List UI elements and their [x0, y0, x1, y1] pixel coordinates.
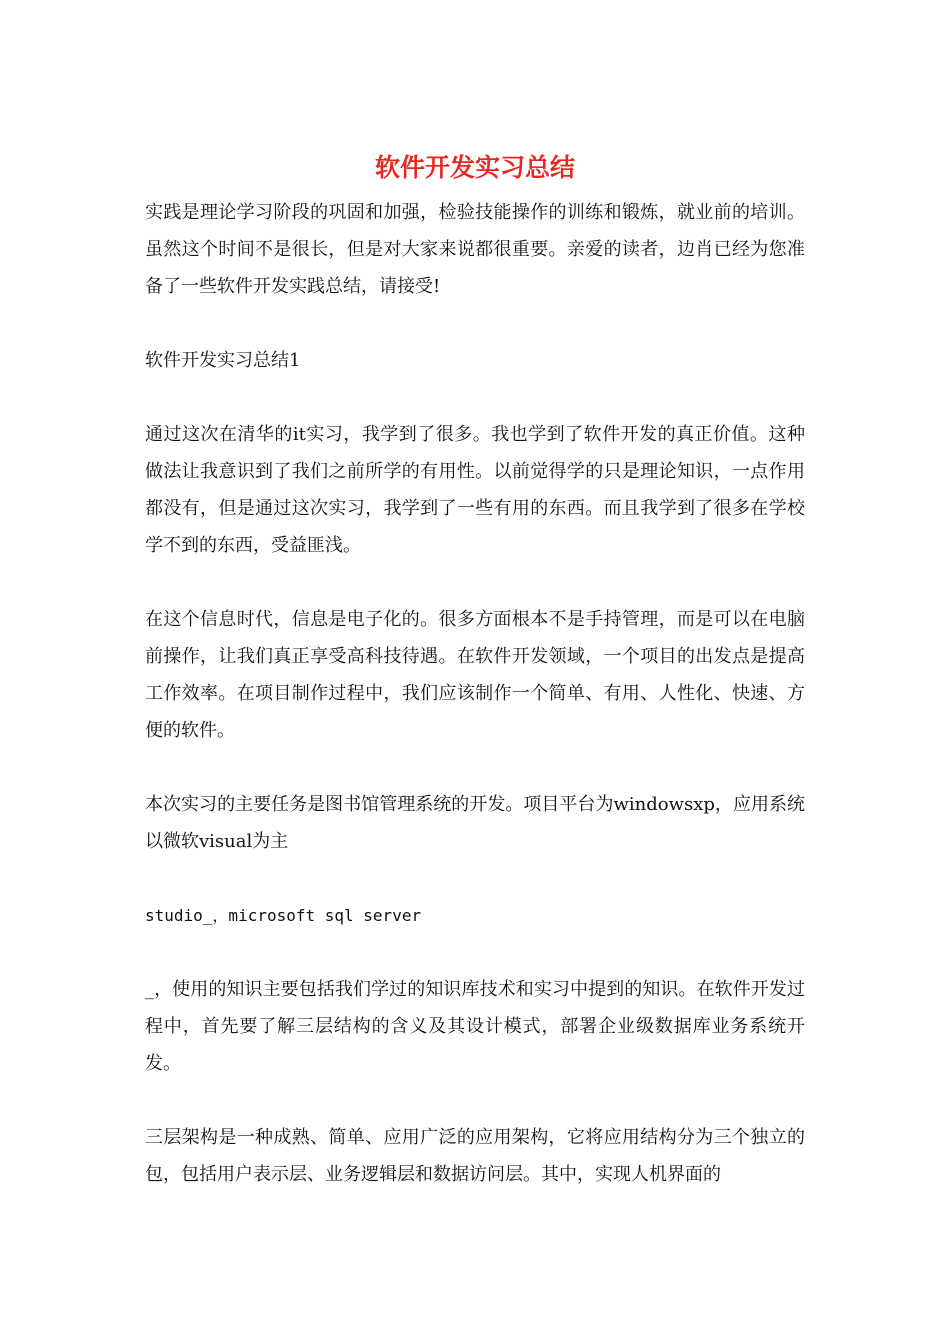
body-paragraph: 在这个信息时代，信息是电子化的。很多方面根本不是手持管理，而是可以在电脑前操作，让我们真正享受高科技待遇。在软件开发领域，一个项目的出发点是提高工作效率。在项目制作过程中，我们应该制作一个简单、有用、人性化、快速、方便的软件。 [145, 609, 805, 741]
body-paragraph: 通过这次在清华的it实习，我学到了很多。我也学到了软件开发的真正价值。这种做法让我意识到了我们之前所学的有用性。以前觉得学的只是理论知识，一点作用都没有，但是通过这次实习，我学到了一些有用的东西。而且我学到了很多在学校学不到的东西，受益匪浅。 [145, 424, 805, 556]
body-paragraph: 本次实习的主要任务是图书馆管理系统的开发。项目平台为windowsxp，应用系统以微软visual为主 [145, 794, 805, 852]
intro-paragraph: 实践是理论学习阶段的巩固和加强，检验技能操作的训练和锻炼，就业前的培训。虽然这个时间不是很长，但是对大家来说都很重要。亲爱的读者，边肖已经为您准备了一些软件开发实践总结，请接受! [145, 202, 805, 297]
body-paragraph-code: studio_，microsoft sql server [145, 906, 422, 925]
document-body [145, 194, 805, 1230]
section-heading: 软件开发实习总结1 [145, 350, 301, 371]
body-paragraph: _，使用的知识主要包括我们学过的知识库技术和实习中提到的知识。在软件开发过程中，首先要了解三层结构的含义及其设计模式，部署企业级数据库业务系统开发。 [145, 979, 805, 1074]
body-paragraph: 三层架构是一种成熟、简单、应用广泛的应用架构，它将应用结构分为三个独立的包，包括用户表示层、业务逻辑层和数据访问层。其中，实现人机界面的 [145, 1127, 805, 1185]
document-title: 软件开发实习总结 [374, 153, 575, 182]
